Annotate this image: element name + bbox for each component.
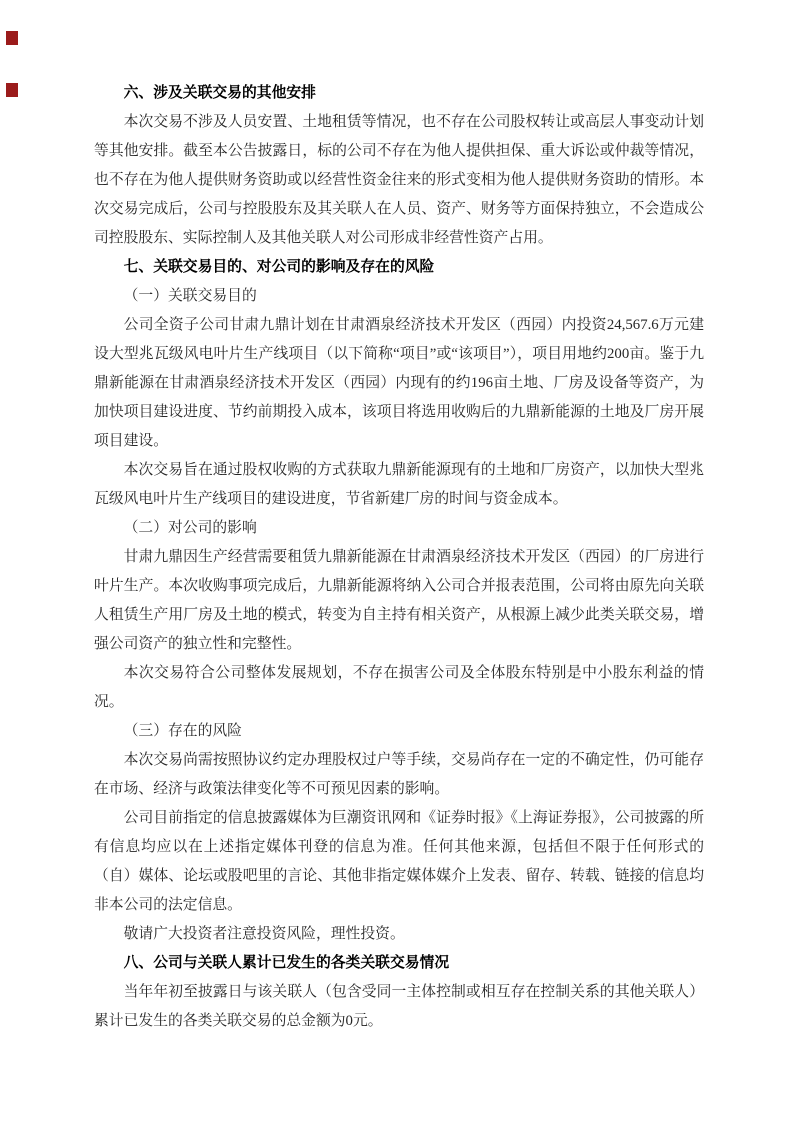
section-7-3-paragraph-1: 本次交易尚需按照协议约定办理股权过户等手续，交易尚存在一定的不确定性，仍可能存在市场、经济与政策法律变化等不可预见因素的影响。 <box>94 752 704 797</box>
red-annotation-mark <box>6 83 18 97</box>
section-7-heading: 七、关联交易目的、对公司的影响及存在的风险 <box>123 259 435 275</box>
section-7-1-subheading: （一）关联交易目的 <box>123 288 257 304</box>
section-6-paragraph: 本次交易不涉及人员安置、土地租赁等情况，也不存在公司股权转让或高层人事变动计划等其他安排。截至本公告披露日，标的公司不存在为他人提供担保、重大诉讼或仲裁等情况，也不存在为他人提供财务资助或以经营性资金往来的形式变相为他人提供财务资助的情形。本次交易完成后，公司与控股股东及其关联人在人员、资产、财务等方面保持独立，不会造成公司控股股东、实际控制人及其他关联人对公司形成非经营性资产占用。 <box>94 114 704 246</box>
disclosure-media-paragraph: 公司目前指定的信息披露媒体为巨潮资讯网和《证券时报》《上海证券报》，公司披露的所有信息均应以在上述指定媒体刊登的信息为准。任何其他来源，包括但不限于任何形式的（自）媒体、论坛或股吧里的言论、其他非指定媒体媒介上发表、留存、转载、链接的信息均非本公司的法定信息。 <box>94 810 704 913</box>
section-7-2-paragraph-2: 本次交易符合公司整体发展规划，不存在损害公司及全体股东特别是中小股东利益的情况。 <box>94 665 704 710</box>
section-7-2-subheading: （二）对公司的影响 <box>123 520 257 536</box>
red-annotation-mark <box>6 31 18 45</box>
document-body <box>94 79 704 1036</box>
section-7-1-paragraph-1: 公司全资子公司甘肃九鼎计划在甘肃酒泉经济技术开发区（西园）内投资24,567.6万元建设大型兆瓦级风电叶片生产线项目（以下简称“项目”或“该项目”），项目用地约200亩。鉴于九鼎新能源在甘肃酒泉经济技术开发区（西园）内现有的约196亩土地、厂房及设备等资产，为加快项目建设进度、节约前期投入成本，该项目将选用收购后的九鼎新能源的土地及厂房开展项目建设。 <box>94 317 704 449</box>
section-7-3-subheading: （三）存在的风险 <box>123 723 242 739</box>
investor-notice-paragraph: 敬请广大投资者注意投资风险，理性投资。 <box>123 926 405 942</box>
section-6-heading: 六、涉及关联交易的其他安排 <box>123 85 316 101</box>
section-7-1-paragraph-2: 本次交易旨在通过股权收购的方式获取九鼎新能源现有的土地和厂房资产，以加快大型兆瓦级风电叶片生产线项目的建设进度，节省新建厂房的时间与资金成本。 <box>94 462 704 507</box>
section-8-heading: 八、公司与关联人累计已发生的各类关联交易情况 <box>123 955 450 971</box>
section-7-2-paragraph-1: 甘肃九鼎因生产经营需要租赁九鼎新能源在甘肃酒泉经济技术开发区（西园）的厂房进行叶片生产。本次收购事项完成后，九鼎新能源将纳入公司合并报表范围，公司将由原先向关联人租赁生产用厂房及土地的模式，转变为自主持有相关资产，从根源上减少此类关联交易，增强公司资产的独立性和完整性。 <box>94 549 704 652</box>
section-8-paragraph: 当年年初至披露日与该关联人（包含受同一主体控制或相互存在控制关系的其他关联人）累计已发生的各类关联交易的总金额为0元。 <box>94 984 704 1029</box>
